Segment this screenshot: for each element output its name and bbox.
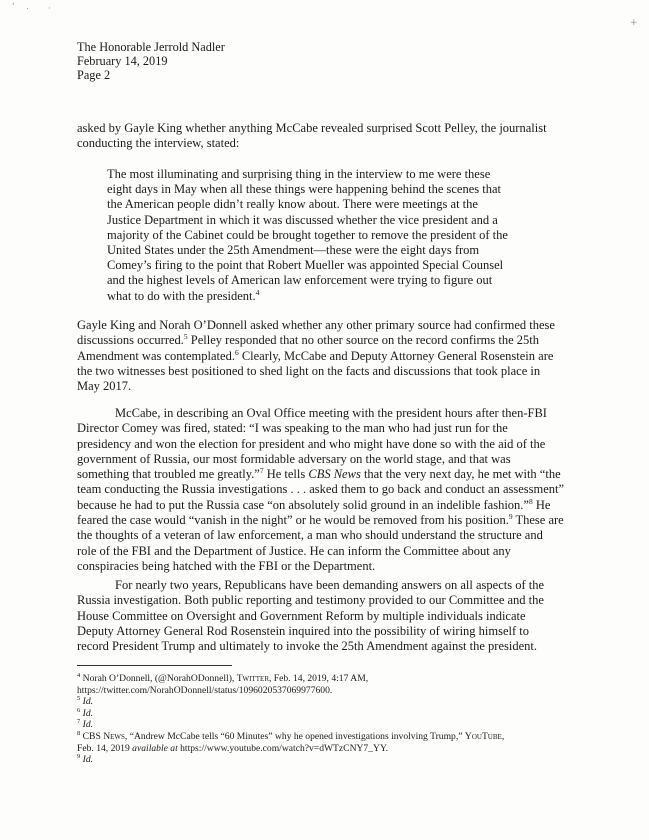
text-line: asked by Gayle King whether anything McCabe revealed surprised Scott Pelley, the journalist: [77, 121, 547, 135]
footnote-number: 8: [77, 729, 81, 737]
text-span: Id.: [80, 754, 94, 766]
text-span: feared the case would “vanish in the night” or he would be removed from his position.: [77, 513, 509, 528]
text-line: record President Trump and ultimately to invoke the 25th Amendment against the president.: [77, 639, 537, 654]
text-span: discussions occurred.: [77, 333, 184, 348]
text-line: McCabe, in describing an Oval Office meeting with the president hours after then-FBI: [115, 406, 547, 420]
quote-line: and the highest levels of American law enforcement were trying to figure out: [107, 273, 493, 288]
text-line: Director Comey was fired, stated: “I was speaking to the man who had just run for the: [77, 421, 508, 436]
text-line: the two witnesses best positioned to shed light on the facts and discussions that took place in: [77, 363, 541, 378]
footnote-number: 6: [77, 706, 81, 714]
text-line: [77, 498, 564, 513]
footnote-7: [77, 719, 504, 731]
paragraph-4: [77, 578, 544, 654]
footnote-9: [77, 754, 504, 766]
scan-mark: .: [26, 2, 29, 12]
footnote-8-cont: [77, 743, 504, 755]
text-span: that the very next day, he met with “the: [360, 467, 561, 482]
text-span: ,: [501, 730, 505, 742]
quote-line: eight days in May when all these things were happening behind the scenes that: [107, 182, 501, 197]
paragraph-1: [77, 121, 547, 152]
text-line: role of the FBI and the Department of Justice. He can inform the Committee about any: [77, 543, 511, 558]
text-span: He tells: [263, 467, 309, 482]
footnote-number: 4: [77, 671, 81, 679]
footnote-number: 9: [77, 752, 81, 760]
text-span: Amendment was contemplated.: [77, 348, 235, 363]
text-line: [77, 349, 555, 364]
text-span: because he had to put the Russia case “on absolutely solid ground in an indelible fashion.”: [77, 497, 529, 512]
text-span: Id.: [80, 719, 94, 731]
footnote-ref: 5: [183, 332, 188, 342]
text-line: government of Russia, our most formidable adversary on the world stage, and that was: [77, 451, 511, 466]
text-line: presidency and won the election for president and who might have done so with the aid of the: [77, 436, 546, 451]
footnote-ref: 6: [234, 347, 239, 357]
text-line: conspiracies being hatched with the FBI or the Department.: [77, 558, 376, 573]
footnote-number: 5: [77, 695, 81, 702]
footnote-4: [77, 673, 504, 685]
quote-line: majority of the Cabinet could be brought together to remove the president of the: [107, 227, 508, 242]
footnote-6: [77, 708, 504, 720]
footnote-ref: 4: [255, 287, 260, 297]
page-number: Page 2: [77, 68, 111, 83]
paragraph-3: [77, 406, 564, 574]
source-name: CBS News: [82, 730, 125, 742]
footnotes: [77, 673, 504, 766]
text-line: Russia investigation. Both public reporting and testimony provided to our Committee and the: [77, 593, 544, 608]
text-span: Feb. 14, 2019: [77, 742, 133, 754]
text-span: , “Andrew McCabe tells “60 Minutes” why he opened investigations involving Trump,”: [124, 730, 465, 742]
text-line: [77, 513, 564, 528]
text-span: , Feb. 14, 2019, 4:17 AM,: [268, 673, 369, 684]
text-line: Deputy Attorney General Rod Rosenstein inquired into the possibility of wiring himself to: [77, 623, 530, 638]
quote-line: [107, 289, 508, 304]
text-span: Clearly, McCabe and Deputy Attorney General Rosenstein are: [238, 348, 554, 363]
text-line: conducting the interview, stated:: [77, 136, 240, 151]
footnote-4-url: https://twitter.com/NorahODonnell/status/1096020537069977600.: [77, 684, 333, 696]
footnote-5: [77, 696, 504, 708]
scan-mark: +: [630, 18, 638, 28]
scan-mark: ·: [48, 4, 51, 14]
letter-header: [77, 40, 225, 83]
block-quote: [107, 167, 508, 304]
footnote-ref: 7: [259, 466, 264, 476]
text-span: Id.: [80, 696, 94, 708]
paragraph-2: [77, 318, 555, 394]
footnote-ref: 8: [528, 496, 533, 506]
quote-line: Justice Department in which it was discussed whether the vice president and a: [107, 212, 498, 227]
footnote-8: [77, 731, 504, 743]
recipient: The Honorable Jerrold Nadler: [77, 40, 225, 54]
quote-line: United States under the 25th Amendment—these were the eight days from: [107, 243, 480, 258]
quote-line: the American people didn’t really know about. There were meetings at the: [107, 197, 478, 212]
text-span: Pelley responded that no other source on the record confirms the 25th: [187, 333, 539, 348]
quote-line: Comey’s firing to the point that Robert Mueller was appointed Special Counsel: [107, 258, 504, 273]
footnote-divider: [77, 665, 232, 666]
text-span: available at: [132, 742, 178, 754]
text-span: https://www.youtube.com/watch?v=dWTzCNY7_YY.: [177, 742, 389, 754]
footnote-ref: 9: [508, 511, 513, 521]
text-line: Gayle King and Norah O’Donnell asked whether any other primary source had confirmed these: [77, 318, 555, 332]
source-name: Twitter: [236, 673, 269, 684]
letter-date: February 14, 2019: [77, 54, 168, 69]
text-span: something that troubled me greatly.”: [77, 467, 260, 482]
footnote-number: 7: [77, 718, 81, 726]
text-line: May 2017.: [77, 379, 132, 394]
text-line: team conducting the Russia investigations . . . asked them to go back and conduct an assessment”: [77, 482, 565, 497]
text-span: Id.: [80, 707, 94, 719]
text-line: [77, 333, 555, 348]
publication-name: CBS News: [308, 467, 361, 482]
quote-text: what to do with the president.: [107, 288, 256, 303]
source-name: YouTube: [464, 730, 502, 742]
text-span: He: [532, 497, 551, 512]
text-span: Norah O’Donnell, (@NorahODonnell),: [80, 673, 237, 684]
text-line: For nearly two years, Republicans have been demanding answers on all aspects of the: [115, 578, 545, 592]
text-line: House Committee on Oversight and Government Reform by multiple individuals indicate: [77, 608, 526, 623]
text-line: [77, 467, 564, 482]
scan-mark: ': [12, 2, 15, 12]
quote-line: The most illuminating and surprising thing in the interview to me were these: [107, 167, 491, 181]
text-line: the thoughts of a veteran of law enforcement, a man who should understand the structure and: [77, 528, 543, 543]
text-span: These are: [512, 513, 564, 528]
